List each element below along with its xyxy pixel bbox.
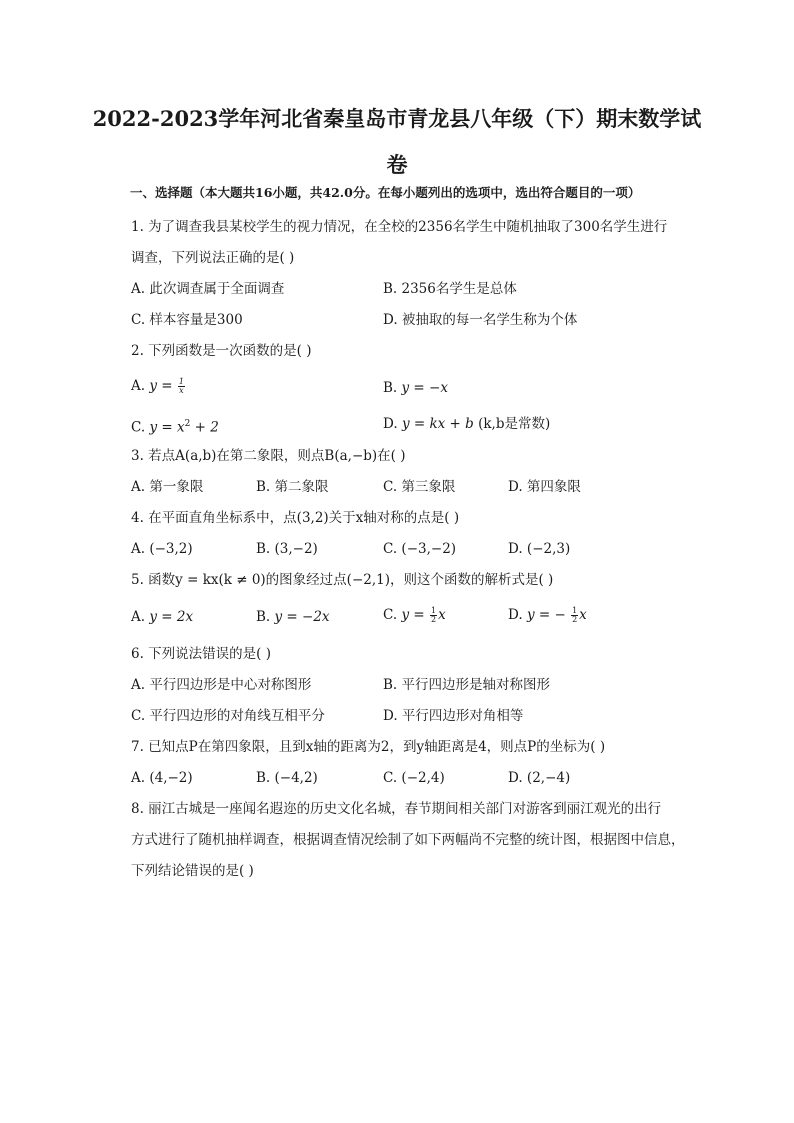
q1-option-a: A. 此次调查属于全面调查: [131, 281, 285, 297]
q3-option-b: B. 第二象限: [256, 479, 329, 495]
q1-stem-line1: 1. 为了调查我县某校学生的视力情况，在全校的2356名学生中随机抽取了300名学生进行: [131, 219, 668, 235]
q5-option-c-letter: C.: [383, 607, 398, 623]
q2-option-c: [131, 414, 219, 438]
exam-title-line1: 2022-2023学年河北省秦皇岛市青龙县八年级（下）期末数学试: [92, 106, 702, 131]
q2-option-a-letter: A.: [131, 378, 146, 394]
exam-title: [0, 96, 794, 188]
q5-c-denominator: 2: [430, 615, 437, 624]
q2-option-c-letter: C.: [131, 419, 146, 436]
q5-option-d-fraction: [571, 607, 578, 624]
q3-option-a: A. 第一象限: [131, 479, 204, 495]
q2-option-b: [383, 378, 448, 398]
q3-stem: 3. 若点A(a,b)在第二象限，则点B(a,−b)在( ): [131, 448, 406, 464]
q2-option-d-note: (k,b是常数): [478, 416, 551, 432]
q6-option-b: B. 平行四边形是轴对称图形: [383, 677, 551, 693]
q6-option-c: C. 平行四边形的对角线互相平分: [131, 708, 325, 724]
q5-option-c-lhs: y =: [401, 607, 425, 623]
q5-d-denominator: 2: [572, 615, 578, 624]
q2-option-c-rhs: + 2: [190, 419, 219, 436]
q7-option-c: C. (−2,4): [383, 770, 445, 786]
section-heading: 一、选择题（本大题共16小题，共42.0分。在每小题列出的选项中，选出符合题目的一项）: [130, 185, 641, 200]
q3-option-d: D. 第四象限: [508, 479, 581, 495]
q2-option-c-exponent: 2: [184, 419, 191, 429]
q5-option-b-expr: y = −2x: [274, 609, 330, 625]
q3-option-c: C. 第三象限: [383, 479, 456, 495]
q2-option-d: [383, 414, 550, 434]
q2-option-b-expr: y = −x: [401, 380, 448, 396]
q6-option-d: D. 平行四边形对角相等: [383, 708, 524, 724]
q8-stem-line1: 8. 丽江古城是一座闻名遐迩的历史文化名城，春节期间相关部门对游客到丽江观光的出行: [131, 801, 662, 817]
q5-option-d-letter: D.: [508, 607, 523, 623]
q5-stem: 5. 函数y = kx(k ≠ 0)的图象经过点(−2,1)，则这个函数的解析式是( ): [131, 572, 554, 588]
q4-option-d: D. (−2,3): [508, 541, 571, 557]
q5-option-c-fraction: [430, 607, 437, 624]
q7-option-d: D. (2,−4): [508, 770, 571, 786]
q6-option-a: A. 平行四边形是中心对称图形: [131, 677, 312, 693]
q6-stem: 6. 下列说法错误的是( ): [131, 646, 271, 662]
q2-stem: 2. 下列函数是一次函数的是( ): [131, 343, 312, 359]
q1-option-c: C. 样本容量是300: [131, 312, 243, 328]
q2-option-a: [131, 376, 186, 396]
q5-option-c-rhs: x: [438, 607, 446, 623]
q7-stem: 7. 已知点P在第四象限，且到x轴的距离为2，到y轴距离是4，则点P的坐标为( ): [131, 739, 606, 755]
q5-option-d-rhs: x: [579, 607, 587, 623]
q7-option-b: B. (−4,2): [256, 770, 318, 786]
q1-option-d: D. 被抽取的每一名学生称为个体: [383, 312, 578, 328]
q2-a-numerator: 1: [178, 377, 184, 386]
q4-option-c: C. (−3,−2): [383, 541, 457, 557]
q2-a-denominator: x: [179, 386, 184, 395]
q8-stem-line3: 下列结论错误的是( ): [131, 863, 254, 879]
q5-option-d: [508, 605, 587, 625]
q5-option-b: [256, 607, 330, 627]
q2-option-c-lhs: y = x: [149, 419, 185, 436]
exam-title-line2: 卷: [386, 152, 408, 177]
q5-d-numerator: 1: [572, 606, 578, 615]
q2-option-b-letter: B.: [383, 380, 398, 396]
q1-option-b: B. 2356名学生是总体: [383, 281, 517, 297]
q7-option-a: A. (4,−2): [131, 770, 193, 786]
q5-c-numerator: 1: [430, 606, 437, 615]
q4-option-b: B. (3,−2): [256, 541, 318, 557]
q1-stem-line2: 调查，下列说法正确的是( ): [131, 250, 295, 266]
q5-option-d-lhs: y = −: [526, 607, 566, 623]
q2-option-d-expr: y = kx + b: [401, 416, 474, 432]
q5-option-a-letter: A.: [131, 609, 146, 625]
q5-option-b-letter: B.: [256, 609, 271, 625]
q2-option-a-fraction: [178, 378, 185, 395]
q5-option-a: [131, 607, 193, 627]
q4-stem: 4. 在平面直角坐标系中，点(3,2)关于x轴对称的点是( ): [131, 510, 460, 526]
q8-stem-line2: 方式进行了随机抽样调查，根据调查情况绘制了如下两幅尚不完整的统计图，根据图中信息，: [131, 832, 685, 848]
q4-option-a: A. (−3,2): [131, 541, 193, 557]
q5-option-c: [383, 605, 446, 625]
q2-option-d-letter: D.: [383, 416, 398, 432]
q2-option-a-lhs: y =: [149, 378, 173, 394]
q5-option-a-expr: y = 2x: [149, 609, 194, 625]
